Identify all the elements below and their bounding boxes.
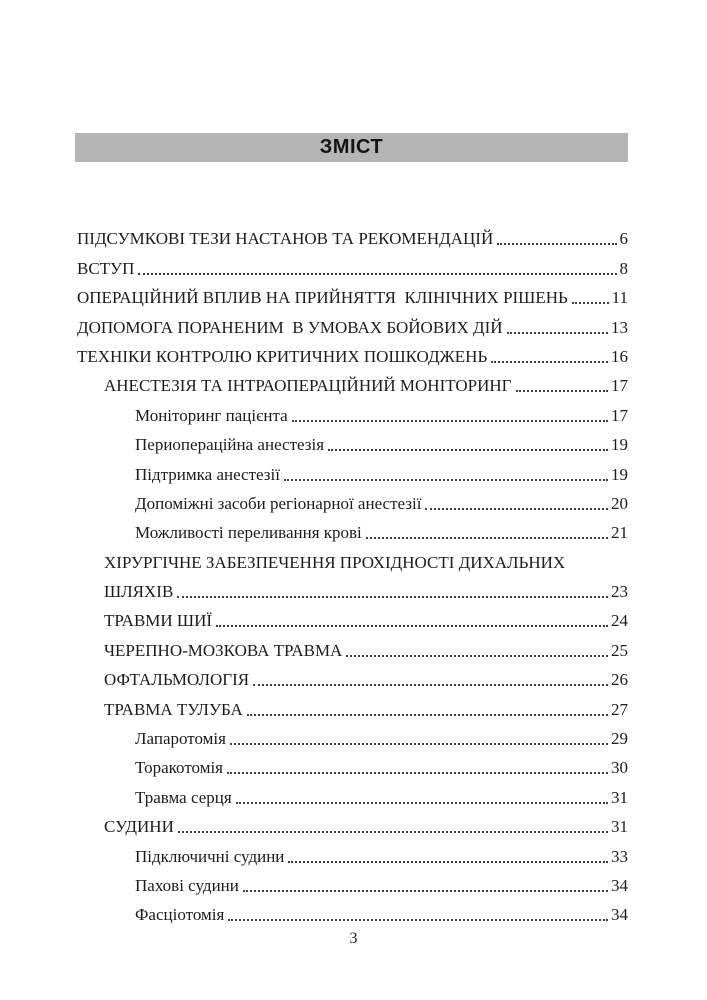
toc-entry-page: 23: [611, 582, 628, 602]
toc-entry-label: ВСТУП: [77, 258, 135, 278]
toc-entry-label: Допоміжні засоби регіонарної анестезії: [135, 493, 422, 513]
dot-leader: [243, 890, 608, 892]
toc-entry-label: ТЕХНІКИ КОНТРОЛЮ КРИТИЧНИХ ПОШКОДЖЕНЬ: [77, 346, 488, 366]
toc-entry: [77, 456, 628, 485]
toc-entry-label: Підтримка анестезії: [135, 464, 280, 484]
toc-entry: [77, 368, 628, 397]
toc-entry-label: Підключичні судини: [135, 846, 285, 866]
toc-entry: [77, 486, 628, 515]
contents-header-bar: [75, 133, 628, 162]
dot-leader: [227, 772, 608, 774]
toc-entry-label: ОПЕРАЦІЙНИЙ ВПЛИВ НА ПРИЙНЯТТЯ КЛІНІЧНИХ РІШЕНЬ: [77, 288, 568, 308]
toc-entry-label: Травма серця: [135, 787, 232, 807]
toc-entry-page: 20: [611, 493, 628, 513]
dot-leader: [497, 243, 616, 245]
toc-entry-label: ОФТАЛЬМОЛОГІЯ: [104, 670, 250, 690]
toc-entry: [77, 339, 628, 368]
toc-entry: [77, 309, 628, 338]
toc-entry-page: 11: [611, 288, 628, 308]
toc-entry: [77, 603, 628, 632]
toc-entry: [77, 662, 628, 691]
table-of-contents: [77, 221, 628, 926]
toc-entry: [77, 632, 628, 661]
dot-leader: [230, 743, 608, 745]
toc-entry: [77, 515, 628, 544]
toc-entry-label: Моніторинг пацієнта: [135, 405, 288, 425]
toc-entry-page: 17: [611, 405, 628, 425]
toc-entry-label: ШЛЯХІВ: [104, 582, 174, 602]
toc-entry: [77, 427, 628, 456]
toc-entry-label: Периопераційна анестезія: [135, 435, 325, 455]
dot-leader: [288, 861, 608, 863]
toc-entry-label: ДОПОМОГА ПОРАНЕНИМ В УМОВАХ БОЙОВИХ ДІЙ: [77, 317, 503, 337]
toc-entry-label: Фасціотомія: [135, 905, 225, 925]
dot-leader: [572, 302, 609, 304]
toc-entry-page: 24: [611, 611, 628, 631]
toc-entry-page: 29: [611, 729, 628, 749]
dot-leader: [236, 802, 608, 804]
toc-entry: [77, 721, 628, 750]
dot-leader: [216, 625, 608, 627]
dot-leader: [366, 537, 608, 539]
dot-leader: [491, 361, 608, 363]
toc-entry: [77, 250, 628, 279]
toc-entry-page: 25: [611, 640, 628, 660]
toc-entry: [77, 779, 628, 808]
dot-leader: [178, 831, 608, 833]
toc-entry: [77, 221, 628, 250]
toc-entry-label: ЧЕРЕПНО-МОЗКОВА ТРАВМА: [104, 640, 343, 660]
toc-entry-label: АНЕСТЕЗІЯ ТА ІНТРАОПЕРАЦІЙНИЙ МОНІТОРИНГ: [104, 376, 512, 396]
toc-entry-label: Торакотомія: [135, 758, 224, 778]
dot-leader: [425, 508, 608, 510]
dot-leader: [284, 479, 608, 481]
dot-leader: [507, 332, 608, 334]
contents-title: ЗМІСТ: [319, 136, 384, 158]
toc-entry: [77, 809, 628, 838]
dot-leader: [253, 684, 608, 686]
dot-leader: [247, 714, 608, 716]
dot-leader: [138, 273, 616, 275]
toc-entry-label: ТРАВМА ТУЛУБА: [104, 699, 243, 719]
toc-entry: [77, 868, 628, 897]
toc-entry: [77, 574, 628, 603]
dot-leader: [228, 919, 608, 921]
toc-entry-label: Лапаротомія: [135, 729, 226, 749]
toc-entry-page: 31: [611, 817, 628, 837]
toc-entry-page: 6: [619, 229, 628, 249]
toc-entry-page: 19: [611, 464, 628, 484]
toc-entry-label: СУДИНИ: [104, 817, 174, 837]
dot-leader: [346, 655, 608, 657]
toc-entry-page: 19: [611, 435, 628, 455]
dot-leader: [177, 596, 608, 598]
toc-entry: [77, 750, 628, 779]
toc-entry-page: 34: [611, 875, 628, 895]
toc-entry-page: 8: [619, 258, 628, 278]
toc-entry-label: ПІДСУМКОВІ ТЕЗИ НАСТАНОВ ТА РЕКОМЕНДАЦІЙ: [77, 229, 494, 249]
dot-leader: [516, 390, 608, 392]
dot-leader: [292, 420, 608, 422]
toc-entry: [77, 280, 628, 309]
toc-entry-label: ХІРУРГІЧНЕ ЗАБЕЗПЕЧЕННЯ ПРОХІДНОСТІ ДИХАЛЬНИХ: [104, 552, 566, 572]
toc-entry-page: 13: [611, 317, 628, 337]
toc-entry-page: 33: [611, 846, 628, 866]
toc-entry-page: 26: [611, 670, 628, 690]
toc-entry: [77, 897, 628, 926]
toc-entry-label: Пахові судини: [135, 875, 239, 895]
toc-entry-page: 34: [611, 905, 628, 925]
toc-entry-page: 27: [611, 699, 628, 719]
toc-entry-page: 17: [611, 376, 628, 396]
toc-entry-label: ТРАВМИ ШИЇ: [104, 611, 213, 631]
toc-entry-label: Можливості переливання крові: [135, 523, 362, 543]
toc-entry-page: 31: [611, 787, 628, 807]
toc-entry-page: 30: [611, 758, 628, 778]
toc-entry: [77, 691, 628, 720]
toc-entry-page: 16: [611, 346, 628, 366]
toc-entry: [77, 544, 628, 573]
toc-entry-page: 21: [611, 523, 628, 543]
toc-entry: [77, 397, 628, 426]
toc-entry: [77, 838, 628, 867]
page-number: 3: [349, 930, 358, 947]
dot-leader: [328, 449, 608, 451]
